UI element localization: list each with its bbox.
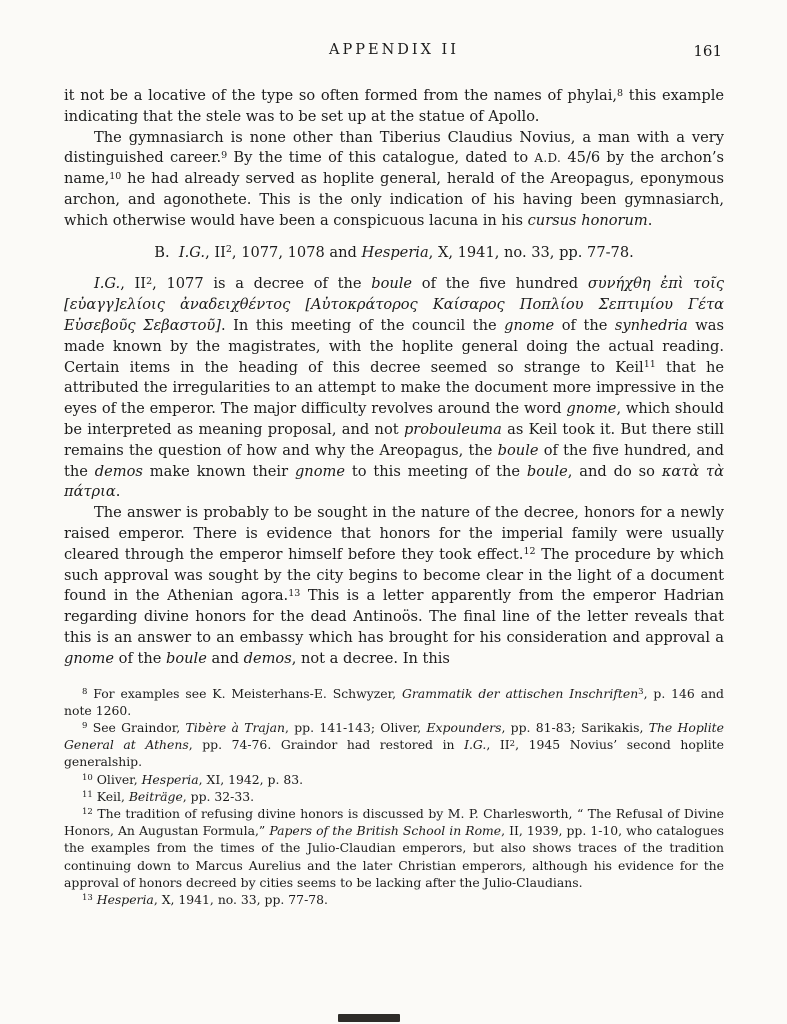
paragraph-answer: The answer is probably to be sought in the nature of the decree, honors for a newly raised emperor. There is evidence that honors for the imperial family were usually cleared through the emperor himself before they took effect.$^{12}$ The procedure by which such approval was sought by the city begins to become clear in the light of a document found in the Athenian agora.$^{13}$ This is a letter apparently from the emperor Hadrian regarding divine honors for the dead Antinoös. The final line of the letter reveals that this is an answer to an embassy which has brought for his consideration and approval a gnome of the boule and demos, not a decree. In this	[64, 504, 724, 667]
page-header	[64, 42, 724, 64]
footnotes-block	[64, 685, 724, 909]
footnote-12: $^{12}$ The tradition of refusing divine honors is discussed by M. P. Charlesworth, “ The Refusal of Divine Honors, An Augustan Formula,” Papers of the British School in Rome, II, 1939, pp. 1-10, who catalogues the examples from the times of the Julio-Claudian emperors, but also shows traces of the tradition continuing down to Marcus Aurelius and the later Christian emperors, although his evidence for the approval of honors decreed by cities seems to be lacking after the Julio-Claudians.	[64, 805, 724, 890]
footnote-11: $^{11}$ Keil, Beiträge, pp. 32-33.	[82, 788, 255, 804]
section-heading: B. I.G., $II^2$, 1077, 1078 and Hesperia, X, 1941, no. 33, pp. 77-78.	[154, 243, 634, 261]
paragraph-decree: I.G., $II^2$, 1077 is a decree of the boule of the five hundred συνήχθη ἐπὶ τοῖς [εὐαγγ]ελίοις ἀναδειχθέντος [Αὐτοκράτορος Καίσαρος Ποπλίου Σεπτιμίου Γέτα Εὐσεβοῦς Σεβαστοῦ]. In this meeting of the council the gnome of the synhedria was made known by the magistrates, with the hoplite general doing the actual reading. Certain items in the heading of this decree seemed so strange to Keil$^{11}$ that he attributed the irregularities to an attempt to make the document more impressive in the eyes of the emperor. The major difficulty revolves around the word gnome, which should be interpreted as meaning proposal, and not probouleuma as Keil took it. But there still remains the question of how and why the Areopagus, the boule of the five hundred, and the demos make known their gnome to this meeting of the boule, and do so κατὰ τὰ πάτρια.	[64, 275, 725, 501]
paragraph-continuation: it not be a locative of the type so often formed from the names of phylai,$^8$ this example indicating that the stele was to be set up at the statue of Apollo.	[64, 87, 724, 125]
scan-edge-artifact	[338, 1014, 400, 1022]
footnote-13: $^{13}$ Hesperia, X, 1941, no. 33, pp. 77-78.	[82, 891, 328, 907]
footnote-8: $^8$ For examples see K. Meisterhans-E. Schwyzer, Grammatik der attischen Inschriften$^3$, p. 146 and note 1260.	[64, 685, 724, 718]
paragraph-gymnasiarch: The gymnasiarch is none other than Tiberius Claudius Novius, a man with a very distinguished career.$^9$ By the time of this catalogue, dated to A.D. 45/6 by the archon’s name,$^{10}$ he had already served as hoplite general, herald of the Areopagus, eponymous archon, and agonothete. This is the only indication of his having been gymnasiarch, which otherwise would have been a conspicuous lacuna in his cursus honorum.	[64, 128, 724, 229]
footnote-9: $^9$ See Graindor, Tibère à Trajan, pp. 141-143; Oliver, Expounders, pp. 81-83; Sarikakis, The Hoplite General at Athens, pp. 74-76. Graindor had restored in I.G., $II^2$, 1945 Novius’ second hoplite generalship.	[64, 719, 724, 770]
running-head: APPENDIX II	[329, 42, 459, 58]
page-number: 161	[693, 42, 722, 60]
footnote-10: $^{10}$ Oliver, Hesperia, XI, 1942, p. 83.	[82, 771, 304, 787]
main-text	[64, 86, 724, 670]
